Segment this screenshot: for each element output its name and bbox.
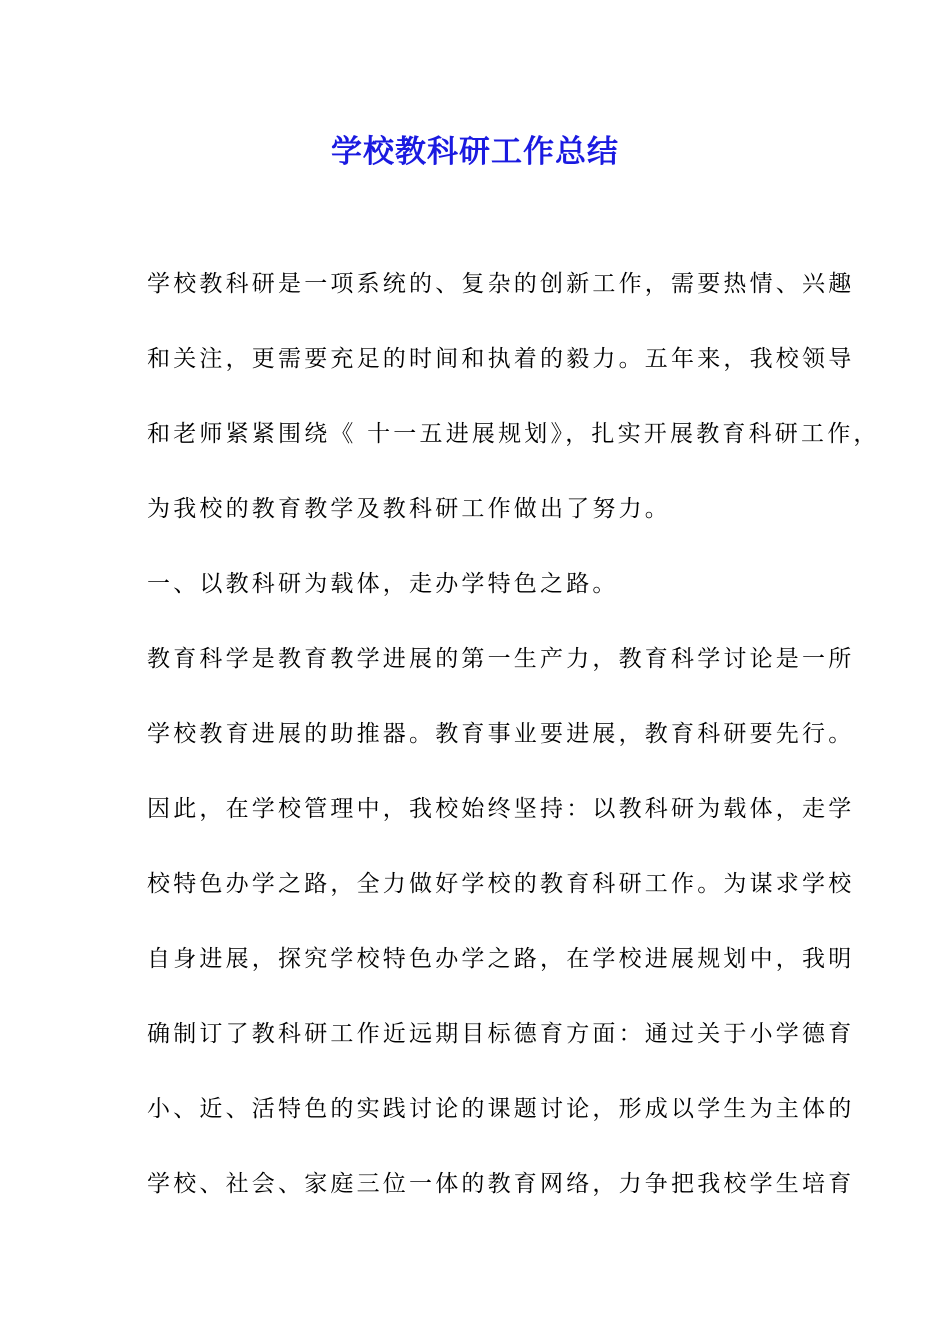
body-line: 自身进展，探究学校特色办学之路，在学校进展规划中，我明 xyxy=(147,946,855,972)
body-line: 教育科学是教育教学进展的第一生产力，教育科学讨论是一所 xyxy=(147,646,855,672)
body-line: 校特色办学之路，全力做好学校的教育科研工作。为谋求学校 xyxy=(147,871,855,897)
body-line: 学校、社会、家庭三位一体的教育网络，力争把我校学生培育 xyxy=(147,1171,855,1197)
document-body xyxy=(147,265,880,1240)
body-line: 小、近、活特色的实践讨论的课题讨论，形成以学生为主体的 xyxy=(147,1096,855,1122)
body-line: 学校教育进展的助推器。教育事业要进展，教育科研要先行。 xyxy=(147,721,855,747)
body-line: 和老师紧紧围绕《 十一五进展规划》，扎实开展教育科研工作， xyxy=(147,421,880,447)
body-line: 学校教科研是一项系统的、复杂的创新工作，需要热情、兴趣 xyxy=(147,271,855,297)
document-title: 学校教科研工作总结 xyxy=(331,134,619,170)
body-line: 为我校的教育教学及教科研工作做出了努力。 xyxy=(147,496,671,522)
body-line: 和关注，更需要充足的时间和执着的毅力。五年来，我校领导 xyxy=(147,346,855,372)
section-heading: 一、以教科研为载体，走办学特色之路。 xyxy=(147,571,619,597)
body-line: 确制订了教科研工作近远期目标德育方面：通过关于小学德育 xyxy=(147,1021,855,1047)
body-line: 因此，在学校管理中，我校始终坚持：以教科研为载体，走学 xyxy=(147,796,855,822)
